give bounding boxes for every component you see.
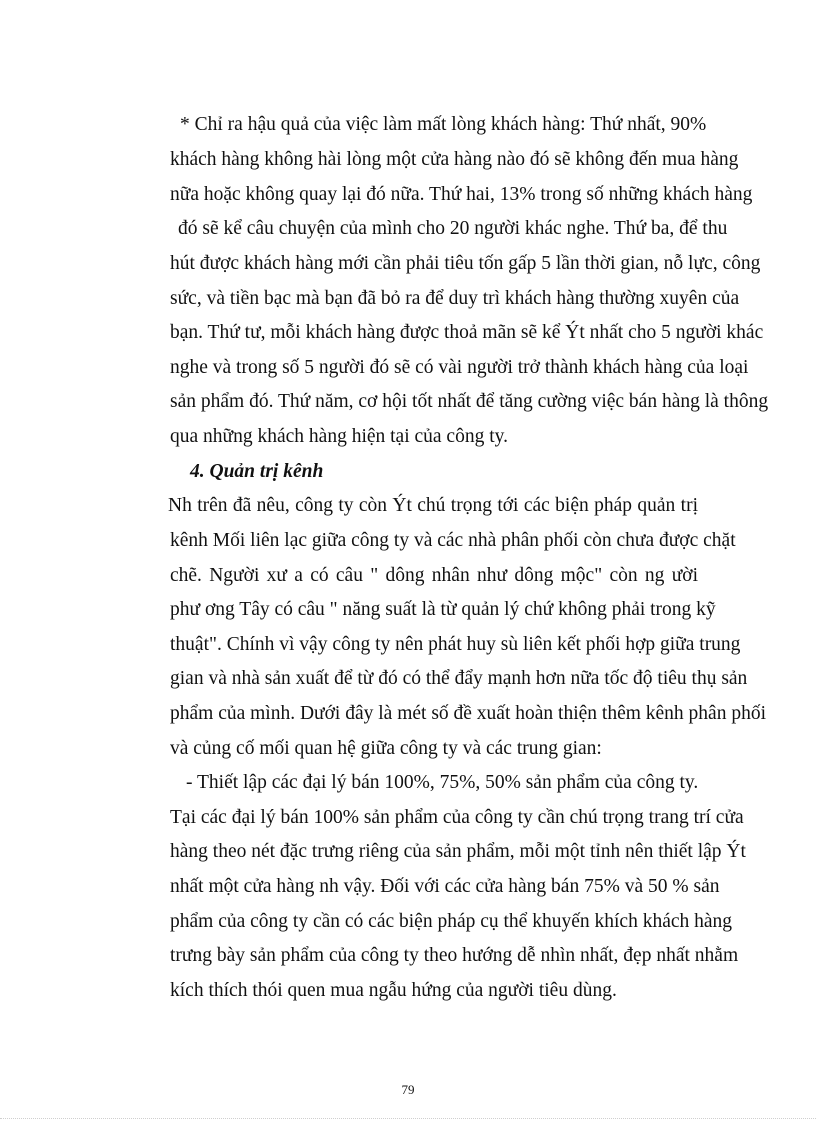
text-line: Nh trên đã nêu, công ty còn Ýt chú trọng tới các biện pháp quản trị (168, 495, 698, 516)
text-line: nhất một cửa hàng nh vậy. Đối với các cửa hàng bán 75% và 50 % sản (170, 876, 720, 897)
text-line: hút được khách hàng mới cần phải tiêu tốn gấp 5 lần thời gian, nỗ lực, công (170, 253, 761, 274)
text-line: qua những khách hàng hiện tại của công ty. (170, 426, 508, 447)
text-line: khách hàng không hài lòng một cửa hàng nào đó sẽ không đến mua hàng (170, 149, 739, 170)
text-line: đó sẽ kể câu chuyện của mình cho 20 người khác nghe. Thứ ba, để thu (178, 218, 728, 239)
text-line: nữa hoặc không quay lại đó nữa. Thứ hai, 13% trong số những khách hàng (170, 184, 753, 205)
text-line: kênh Mối liên lạc giữa công ty và các nhà phân phối còn chưa được chặt (170, 530, 736, 551)
text-line: - Thiết lập các đại lý bán 100%, 75%, 50% sản phẩm của công ty. (186, 772, 699, 793)
text-line: sức, và tiền bạc mà bạn đã bỏ ra để duy trì khách hàng thường xuyên của (170, 288, 740, 309)
text-line: Tại các đại lý bán 100% sản phẩm của công ty cần chú trọng trang trí cửa (170, 807, 744, 828)
text-line: sản phẩm đó. Thứ năm, cơ hội tốt nhất để tăng cường việc bán hàng là thông (170, 391, 769, 412)
text-line: kích thích thói quen mua ngẫu hứng của người tiêu dùng. (170, 980, 617, 1001)
text-line: trưng bày sản phẩm của công ty theo hướng dễ nhìn nhất, đẹp nhất nhằm (170, 945, 739, 966)
text-line: nghe và trong số 5 người đó sẽ có vài người trở thành khách hàng của loại (170, 357, 749, 378)
text-line: và củng cố mối quan hệ giữa công ty và các trung gian: (170, 738, 602, 759)
text-line: * Chỉ ra hậu quả của việc làm mất lòng khách hàng: Thứ nhất, 90% (180, 114, 707, 135)
text-line: hàng theo nét đặc trưng riêng của sản phẩm, mỗi một tỉnh nên thiết lập Ýt (170, 841, 746, 862)
text-line: phẩm của mình. Dưới đây là mét số đề xuất hoàn thiện thêm kênh phân phối (170, 703, 766, 724)
text-line: phẩm của công ty cần có các biện pháp cụ thể khuyến khích khách hàng (170, 911, 733, 932)
page-number: 79 (401, 1082, 415, 1097)
text-line: thuật". Chính vì vậy công ty nên phát huy sù liên kết phối hợp giữa trung (170, 634, 741, 655)
text-line: chẽ. Người xư a có câu " dông nhân như dông mộc" còn ng ười (170, 565, 698, 586)
section-heading: 4. Quản trị kênh (190, 461, 324, 482)
text-line: phư ơng Tây có câu " năng suất là từ quản lý chứ không phải trong kỹ (170, 599, 716, 620)
text-line: gian và nhà sản xuất để từ đó có thể đẩy mạnh hơn nữa tốc độ tiêu thụ sản (170, 668, 748, 689)
text-line: bạn. Thứ tư, mỗi khách hàng được thoả mãn sẽ kể Ýt nhất cho 5 người khác (170, 322, 764, 343)
page-border (0, 1118, 816, 1119)
